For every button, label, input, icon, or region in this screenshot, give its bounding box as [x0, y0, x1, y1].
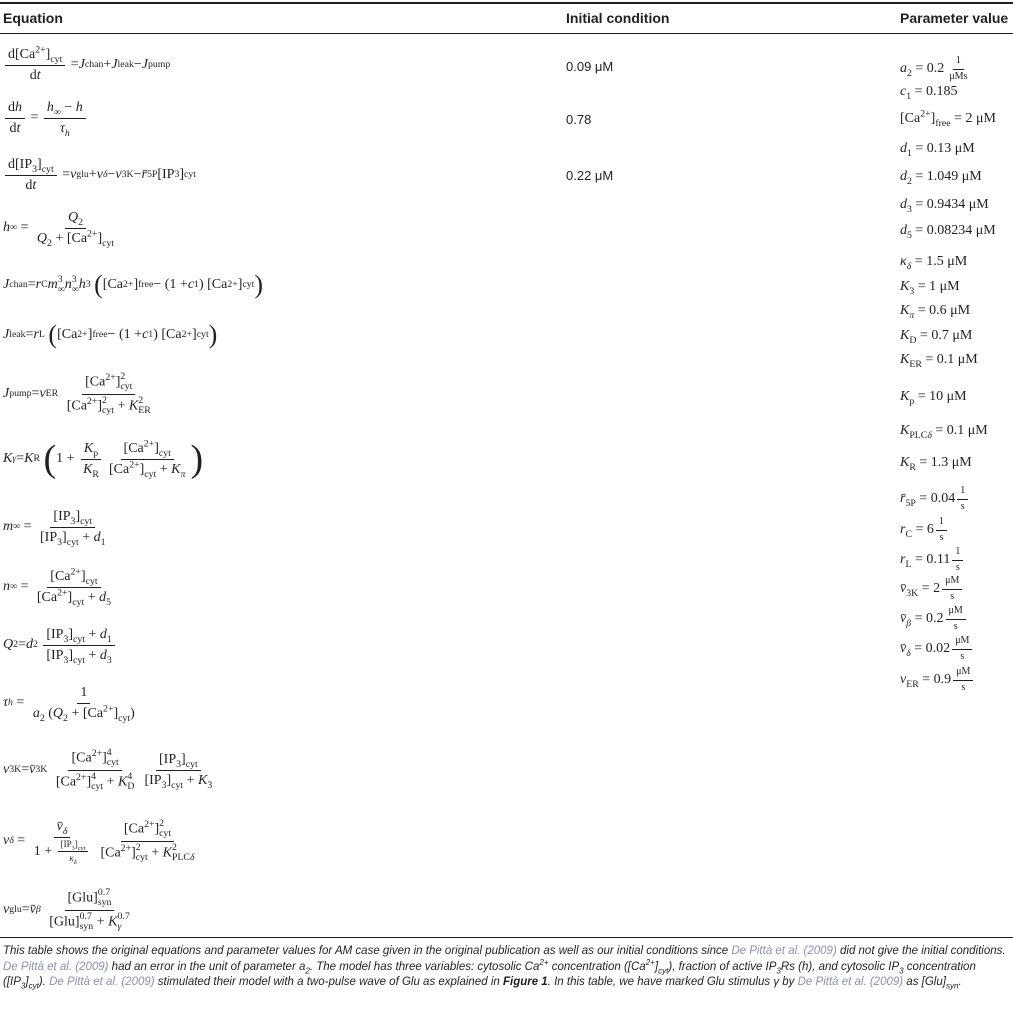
citation-link[interactable]: De Pittà et al. (2009) — [49, 976, 155, 988]
equation-q2: Q 2 = d 2 $\frac{[IP_3]_{cyt} + d_1}{[IP_3]_{cyt} + d_3}$ — [3, 626, 117, 664]
param-kplc-delta: $K_{PLC\delta} = 0.1$ μM — [900, 423, 988, 441]
param-k3: $K_3 = 1$ μM — [900, 279, 960, 297]
param-v-delta: $v̄_\delta = 0.02$ $\frac{\mu M}{s}$ — [900, 635, 974, 663]
equation-dip3-dt: $\frac{d[IP_3]_{cyt}}{dt}$ = v glu + v δ − v 3K − r̄ 5P [IP 3 ] cyt — [3, 156, 196, 194]
param-k-pi: $K_\pi = 0.6$ μM — [900, 303, 971, 321]
initial-ca: 0.09 μM — [566, 59, 614, 74]
equation-m-inf: m ∞ = $\frac{[IP_3]_{cyt}}{[IP_3]_{cyt} + d_1}$ — [3, 509, 106, 548]
citation-link[interactable]: De Pittà et al. (2009) — [3, 960, 109, 973]
equation-n-inf: n ∞ = $\frac{[Ca^{2+}]_{cyt}}{[Ca^{2+}]_{cyt} + d_5}$ — [3, 566, 111, 608]
equation-dh-dt: $\frac{dh}{dt}$ = $\frac{h_\infty - h}{\tau_h}$ — [3, 99, 88, 137]
equation-dca-dt: $\frac{d[Ca^{2+}]_{cyt}}{dt}$ = J chan + J leak − J pump — [3, 46, 170, 84]
param-d1: $d_1 = 0.13$ μM — [900, 141, 975, 159]
param-ca-free: $[Ca^{2+}]_{free} = 2$ μM — [900, 108, 996, 129]
param-v-beta: $v̄_\beta = 0.2$ $\frac{\mu M}{s}$ — [900, 605, 968, 633]
header-equation: Equation — [3, 10, 63, 26]
equation-j-leak: J leak = r L ( [Ca 2+ ] free − (1 + c 1 ) [Ca 2+ ] cyt ) — [3, 320, 218, 349]
equation-j-pump: J pump = v ER $[Ca^{2+}]$ 2 cyt $[Ca^{2+}]$ 2 cyt + K 2 ER — [3, 371, 151, 416]
table-caption: This table shows the original equations and parameter values for AM case given in the original publication as well as our initial conditions since De Pittà et al. (2009) did not give the initial conditions. De Pittà et al. (2009) had an error in the unit of parameter $a_2$. The model has three variables: cytosolic $Ca^{2+}$ concentration $([Ca^{2+}]_{cyt})$, fraction of active $IP_3Rs$ (h), and cytosolic $IP_3$ concentration $([IP_3]_{cyt})$. De Pittà et al. (2009) stimulated their model with a two-pulse wave of Glu as explained in Figure 1. In this table, we have marked Glu stimulus γ by De Pittà et al. (2009) as $[Glu]_{syn}$. — [3, 945, 1006, 991]
param-kd: $K_D = 0.7$ μM — [900, 328, 973, 346]
initial-ip3: 0.22 μM — [566, 168, 614, 183]
equation-j-chan: J chan = r C m 3 ∞ n 3 ∞ h 3 ( [Ca 2+ ] free − (1 + c 1 ) [Ca 2+ ] cyt ) — [3, 270, 264, 299]
param-rl: $r_L = 0.11$ $\frac{1}{s}$ — [900, 546, 965, 574]
param-d2: $d_2 = 1.049$ μM — [900, 169, 982, 187]
equation-k-gamma: K γ = K R ( 1 + $\frac{K_p}{K_R}$ $\frac{[Ca^{2+}]_{cyt}}{[Ca^{2+}]_{cyt} + K_\pi}$ ) — [3, 437, 204, 480]
initial-h: 0.78 — [566, 112, 592, 127]
citation-link[interactable]: De Pittà et al. (2009) — [797, 976, 904, 988]
header-initial-condition: Initial condition — [566, 10, 670, 26]
param-rc: $r_C = 6$ $\frac{1}{s}$ — [900, 516, 949, 544]
param-ker: $K_{ER} = 0.1$ μM — [900, 352, 978, 370]
param-kappa-delta: $\kappa_\delta = 1.5$ μM — [900, 254, 968, 272]
equation-v-3k: v 3K = v̄ 3K $[Ca^{2+}]$ 4 cyt $[Ca^{2+}]$ 4 cyt + K 4 D $\frac{[IP_3]_{cyt}}{[IP_3]_{cyt} + K_3}$ — [3, 747, 213, 792]
param-v3k: $v̄_{3K} = 2$ $\frac{\mu M}{s}$ — [900, 575, 964, 603]
param-d3: $d_3 = 0.9434$ μM — [900, 197, 989, 215]
param-r5p: $r̄_{5P} = 0.04$ $\frac{1}{s}$ — [900, 485, 970, 513]
header-parameter-value: Parameter value — [900, 10, 1009, 26]
table-header-rule — [0, 33, 1013, 34]
table-bottom-rule — [0, 937, 1013, 938]
equation-tau-h: τ h = $\frac{1}{a_2 (Q_2 + [Ca^{2+}]_{cyt})}$ — [3, 685, 135, 724]
equation-v-glu: v glu = v̄ β [Glu] 0.7 syn [Glu] 0.7 syn + K 0.7 γ — [3, 887, 130, 932]
equation-h-inf: h ∞ = $\frac{Q_2}{Q_2 + [Ca^{2+}]_{cyt}}$ — [3, 210, 115, 249]
param-d5: $d_5 = 0.08234$ μM — [900, 223, 996, 241]
param-kp: $K_p = 10$ μM — [900, 389, 967, 407]
param-c1: $c_1 = 0.185$ — [900, 84, 958, 102]
figure-link[interactable]: Figure 1 — [502, 976, 548, 988]
param-a2: $a_2 = 0.2$ $\frac{1}{\text{μMs}}$ — [900, 55, 968, 82]
table-top-rule — [0, 2, 1013, 4]
param-kr: $K_R = 1.3$ μM — [900, 455, 972, 473]
equation-v-delta: v δ = $v̄_\delta$ 1 + $\frac{[IP_3]_{cyt}}{\kappa_\delta}$ $[Ca^{2+}]$ 2 cyt $[Ca^{2+}]$ 2 cyt + K 2 PLCδ — [3, 817, 195, 866]
citation-link[interactable]: De Pittà et al. (2009) — [731, 945, 837, 957]
param-ver: $v_{ER} = 0.9$ $\frac{\mu M}{s}$ — [900, 666, 975, 694]
